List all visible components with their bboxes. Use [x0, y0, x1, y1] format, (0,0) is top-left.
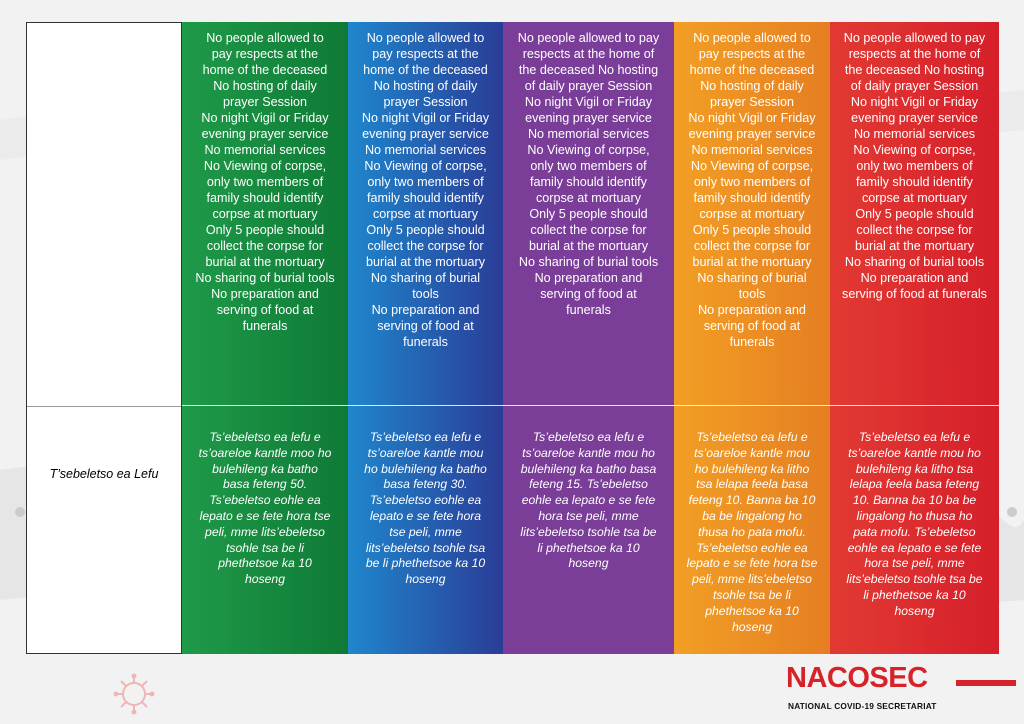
text-line: No sharing of burial — [697, 271, 807, 285]
text-line: basa feteng 30. — [383, 477, 468, 492]
text-line: bulehileng ka litho tsa — [855, 461, 974, 476]
text-line: No preparation and — [371, 303, 480, 317]
text-line: serving of food at — [377, 319, 474, 333]
text-line: No people allowed to — [366, 31, 485, 45]
text-line: lits’ebeletso tsohle tsa — [365, 540, 486, 555]
text-line: tools — [738, 287, 766, 301]
text-line: hoseng — [245, 572, 285, 587]
text-line: pay respects at the — [372, 47, 479, 61]
text-line: Ts’ebeletso ea lefu e — [369, 430, 482, 444]
text-line: hoseng — [894, 603, 935, 618]
restrictions-text — [352, 30, 499, 350]
text-line: burial at the mortuary — [855, 239, 974, 253]
text-line: hoseng — [568, 556, 609, 571]
text-line: family should identify — [206, 191, 324, 205]
text-line: No sharing of burial — [370, 271, 481, 285]
text-line: thusa ho pata mofu. — [698, 524, 806, 539]
text-line: Ts’ebeletso ea lefu e — [858, 430, 971, 444]
text-line: tsa lelapa feela basa — [696, 477, 808, 492]
text-line: of daily prayer Session — [850, 79, 979, 93]
text-line: eohle ea lepato e se fete — [847, 540, 982, 555]
text-line: hora tse peli, mme — [864, 556, 965, 571]
column-divider — [348, 405, 503, 406]
text-line: ho bulehileng ka litho — [694, 461, 810, 476]
text-line: collect the corpse for — [367, 239, 484, 253]
text-line: family should identify — [367, 191, 484, 205]
text-line: No hosting of daily — [213, 79, 317, 93]
text-line: Ts’ebeletso ea lefu e — [532, 430, 645, 444]
text-line: No memorial services — [853, 127, 976, 141]
text-line: lepato e se fete hora — [369, 508, 482, 523]
text-line: No memorial services — [691, 143, 813, 157]
text-line: respects at the home of — [848, 47, 981, 61]
text-line: prayer Session — [383, 95, 468, 109]
text-line: No people allowed to — [206, 31, 324, 45]
restrictions-text — [186, 30, 344, 334]
text-line: peli, mme lits’ebeletso — [205, 524, 325, 539]
text-line: feteng 10. Banna ba 10 — [688, 493, 816, 508]
text-line: No sharing of burial tools — [195, 271, 335, 285]
text-line: corpse at mortuary — [699, 207, 805, 221]
text-line: Ts’ebeletso eohle ea — [209, 493, 321, 508]
column-divider — [182, 405, 348, 406]
text-line: Only 5 people should — [692, 223, 812, 237]
text-line: collect the corpse for — [530, 223, 647, 237]
level-column-3 — [503, 22, 674, 654]
text-line: tse peli, mme — [389, 524, 462, 539]
text-line: collect the corpse for — [856, 223, 973, 237]
text-line: family should identify — [530, 175, 647, 189]
text-line: phethetsoe ka 10 — [705, 603, 799, 618]
text-line: pay respects at the — [211, 47, 319, 61]
text-line: corpse at mortuary — [536, 191, 641, 205]
text-line: burial at the mortuary — [205, 255, 325, 269]
text-line: bulehileng ka batho — [212, 461, 318, 476]
text-line: No hosting of daily — [373, 79, 478, 93]
text-line: No Viewing of corpse, — [364, 159, 487, 173]
text-line: Only 5 people should — [529, 207, 648, 221]
text-line: serving of food at — [703, 319, 801, 333]
column-divider — [674, 405, 830, 406]
level-column-5 — [830, 22, 999, 654]
text-line: eohle ea lepato e se fete — [521, 493, 656, 508]
text-line: ts’oareloe kantle mou — [367, 445, 484, 460]
restrictions-text — [507, 30, 670, 318]
restrictions-text — [834, 30, 995, 302]
text-line: No Viewing of corpse, — [203, 159, 327, 173]
text-line: burial at the mortuary — [366, 255, 485, 269]
text-line: serving of food at — [540, 287, 637, 301]
logo-tagline: NATIONAL COVID-19 SECRETARIAT — [788, 701, 937, 711]
text-line: No preparation and — [698, 303, 806, 317]
text-line: Only 5 people should — [205, 223, 325, 237]
row-label-funeral: T’sebeletso ea Lefu — [49, 467, 159, 481]
text-line: hoseng — [732, 619, 772, 634]
text-line: be li phethetsoe ka 10 — [365, 556, 486, 571]
column-divider — [830, 405, 999, 406]
text-line: corpse at mortuary — [862, 191, 967, 205]
text-line: ho bulehileng ka batho — [364, 461, 487, 476]
text-line: lingalong ho thusa ho — [856, 508, 973, 523]
text-line: li phethetsoe ka 10 — [863, 587, 966, 602]
text-line: No Viewing of corpse, — [853, 143, 976, 157]
text-line: ba be lingalong ho — [702, 508, 802, 523]
row-label-column — [26, 22, 182, 654]
text-line: No preparation and — [211, 287, 319, 301]
sesotho-text — [192, 430, 338, 588]
text-line: No Viewing of corpse, — [690, 159, 814, 173]
text-line: evening prayer service — [851, 111, 978, 125]
virus-watermark-icon — [112, 672, 156, 716]
text-line: only two members of — [856, 159, 973, 173]
text-line: No night Vigil or Friday — [688, 111, 816, 125]
level-column-2 — [348, 22, 503, 654]
text-line: collect the corpse for — [693, 239, 811, 253]
text-line: only two members of — [530, 159, 647, 173]
text-line: lits’ebeletso tsohle tsa be — [520, 524, 657, 539]
sesotho-text — [358, 430, 493, 588]
column-divider — [503, 405, 674, 406]
text-line: ts’oareloe kantle mou ho — [848, 445, 981, 460]
logo-accent-bar — [956, 680, 1016, 686]
text-line: prayer Session — [223, 95, 307, 109]
text-line: evening prayer service — [201, 127, 329, 141]
text-line: lits’ebeletso tsohle tsa be — [846, 572, 983, 587]
text-line: 10. Banna ba 10 ba be — [852, 493, 977, 508]
text-line: ts’oareloe kantle mou ho — [522, 445, 655, 460]
text-line: li phethetsoe ka 10 — [537, 540, 640, 555]
text-line: No memorial services — [204, 143, 326, 157]
text-line: home of the deceased — [202, 63, 328, 77]
text-line: Ts’ebeletso ea lefu e — [209, 430, 321, 444]
text-line: funerals — [566, 303, 611, 317]
text-line: peli, mme lits’ebeletso — [692, 572, 812, 587]
text-line: Ts’ebeletso eohle ea — [369, 493, 482, 508]
text-line: respects at the home of — [522, 47, 655, 61]
level-column-1 — [182, 22, 348, 654]
text-line: funerals — [403, 335, 448, 349]
logo-name: NACOSEC — [786, 662, 928, 694]
text-line: lepato e se fete hora tse — [686, 556, 818, 571]
text-line: family should identify — [856, 175, 973, 189]
text-line: tsohle tsa be li — [226, 540, 304, 555]
text-line: No sharing of burial tools — [844, 255, 985, 269]
text-line: collect the corpse for — [206, 239, 324, 253]
text-line: pay respects at the — [698, 47, 806, 61]
text-line: No preparation and — [860, 271, 969, 285]
text-line: No people allowed to pay — [843, 31, 986, 45]
text-line: evening prayer service — [362, 127, 489, 141]
text-line: only two members of — [693, 175, 811, 189]
sesotho-text — [684, 430, 820, 635]
level-column-4 — [674, 22, 830, 654]
text-line: No people allowed to pay — [517, 31, 660, 45]
text-line: evening prayer service — [688, 127, 816, 141]
text-line: burial at the mortuary — [529, 239, 648, 253]
text-line: No Viewing of corpse, — [527, 143, 650, 157]
text-line: prayer Session — [710, 95, 794, 109]
text-line: Only 5 people should — [855, 207, 974, 221]
sesotho-text — [840, 430, 989, 620]
text-line: No night Vigil or Friday — [850, 95, 979, 109]
text-line: No memorial services — [527, 127, 650, 141]
text-line: the deceased No hosting — [844, 63, 985, 77]
text-line: funerals — [242, 319, 288, 333]
text-line: home of the deceased — [689, 63, 815, 77]
text-line: Ts’ebeletso ea lefu e — [696, 430, 808, 444]
text-line: No people allowed to — [693, 31, 811, 45]
text-line: corpse at mortuary — [373, 207, 478, 221]
text-line: No memorial services — [364, 143, 487, 157]
text-line: funerals — [729, 335, 775, 349]
text-line: lelapa feela basa feteng — [849, 477, 980, 492]
text-line: No night Vigil or Friday — [201, 111, 329, 125]
text-line: bulehileng ka batho basa — [520, 461, 657, 476]
text-line: ts’oareloe kantle moo ho — [198, 445, 332, 460]
text-line: No sharing of burial tools — [518, 255, 659, 269]
sesotho-text — [513, 430, 664, 572]
restrictions-text — [678, 30, 826, 350]
text-line: phethetsoe ka 10 — [218, 556, 312, 571]
text-line: of daily prayer Session — [524, 79, 653, 93]
text-line: feteng 15. Ts’ebeletso — [529, 477, 648, 492]
text-line: No night Vigil or Friday — [361, 111, 490, 125]
text-line: tools — [412, 287, 439, 301]
text-line: only two members of — [367, 175, 484, 189]
text-line: only two members of — [206, 175, 324, 189]
text-line: ts’oareloe kantle mou — [694, 445, 810, 460]
text-line: serving of food at funerals — [842, 287, 987, 301]
text-line: basa feteng 50. — [222, 477, 308, 492]
nacosec-logo — [786, 662, 1010, 716]
text-line: family should identify — [693, 191, 811, 205]
text-line: the deceased No hosting — [518, 63, 659, 77]
text-line: No night Vigil or Friday — [524, 95, 653, 109]
text-line: No hosting of daily — [700, 79, 804, 93]
text-line: lepato e se fete hora tse — [199, 508, 331, 523]
text-line: No preparation and — [534, 271, 643, 285]
text-line: tsohle tsa be li — [713, 587, 791, 602]
text-line: hoseng — [405, 572, 446, 587]
text-line: burial at the mortuary — [692, 255, 812, 269]
text-line: serving of food at — [216, 303, 314, 317]
text-line: corpse at mortuary — [212, 207, 318, 221]
text-line: Only 5 people should — [366, 223, 485, 237]
text-line: pata mofu. Ts’ebeletso — [853, 524, 976, 539]
row-divider — [27, 406, 181, 407]
text-line: home of the deceased — [363, 63, 488, 77]
text-line: Ts’ebeletso eohle ea — [696, 540, 808, 555]
text-line: hora tse peli, mme — [538, 508, 639, 523]
text-line: evening prayer service — [525, 111, 652, 125]
